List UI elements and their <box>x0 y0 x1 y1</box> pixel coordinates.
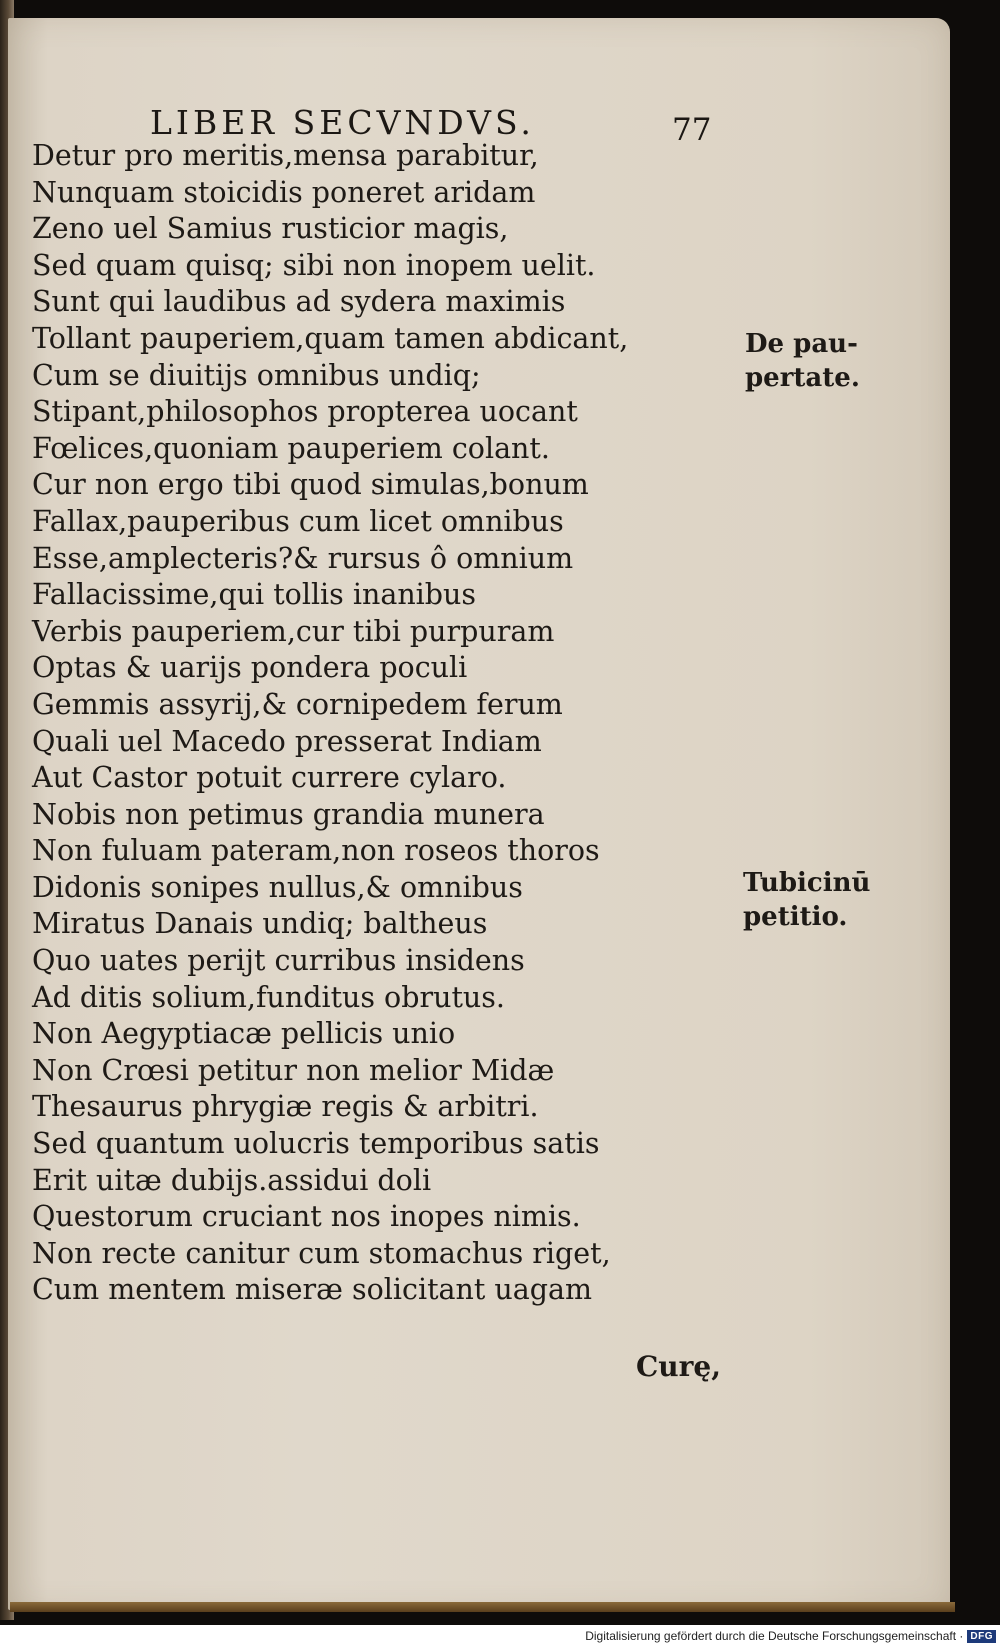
margin-note-line: pertate. <box>745 363 860 393</box>
verse-line: Sed quantum uolucris temporibus satis <box>32 1127 600 1161</box>
verse-line: Ad ditis solium,funditus obrutus. <box>32 980 505 1014</box>
catchword: Curę, <box>636 1350 721 1383</box>
verse-line: Fallacissime,qui tollis inanibus <box>32 578 477 612</box>
verse-line: Gemmis assyrij,& cornipedem ferum <box>32 687 563 721</box>
verse-line: Cum se diuitijs omnibus undiq; <box>32 358 481 392</box>
verse-line: Quo uates perijt curribus insidens <box>32 944 525 978</box>
verse-line: Cur non ergo tibi quod simulas,bonum <box>32 468 589 502</box>
verse-line: Thesaurus phrygiæ regis & arbitri. <box>32 1090 539 1124</box>
page-number: 77 <box>672 112 712 148</box>
verse-line: Detur pro meritis,mensa parabitur, <box>32 139 539 172</box>
verse-line: Non Crœsi petitur non melior Midæ <box>32 1053 555 1087</box>
verse-line: Sed quam quisq; sibi non inopem uelit. <box>32 248 596 282</box>
verse-line: Stipant,philosophos propterea uocant <box>32 395 578 429</box>
verse-line: Nobis non petimus grandia munera <box>32 797 545 831</box>
verse-line: Quali uel Macedo presserat Indiam <box>32 724 542 758</box>
verse-line: Non recte canitur cum stomachus riget, <box>32 1236 611 1270</box>
verse-line: Verbis pauperiem,cur tibi purpuram <box>32 614 555 648</box>
verse-line: Sunt qui laudibus ad sydera maximis <box>32 285 566 319</box>
margin-note-tubicinum-petitio <box>743 866 870 934</box>
verse-line: Fallax,pauperibus cum licet omnibus <box>32 504 564 538</box>
page-bottom-edge <box>10 1602 955 1612</box>
margin-note-line: De pau- <box>745 329 858 359</box>
verse-line: Optas & uarijs pondera poculi <box>32 651 468 685</box>
verse-line: Zeno uel Samius rusticior magis, <box>32 212 509 246</box>
verse-line: Erit uitæ dubijs.assidui doli <box>32 1163 432 1197</box>
verse-text-block <box>32 138 672 1309</box>
verse-line: Tollant pauperiem,quam tamen abdicant, <box>32 321 629 355</box>
verse-line: Non fuluam pateram,non roseos thoros <box>32 834 600 868</box>
verse-line: Fœlices,quoniam pauperiem colant. <box>32 431 550 465</box>
margin-note-de-paupertate <box>745 327 860 395</box>
verse-line: Non Aegyptiacæ pellicis unio <box>32 1017 456 1051</box>
dfg-logo: DFG <box>967 1630 996 1643</box>
verse-line: Didonis sonipes nullus,& omnibus <box>32 870 523 904</box>
margin-note-line: Tubicinū <box>743 868 871 898</box>
verse-line: Aut Castor potuit currere cylaro. <box>32 761 507 795</box>
verse-line: Questorum cruciant nos inopes nimis. <box>32 1200 581 1234</box>
verse-line: Cum mentem miseræ solicitant uagam <box>32 1273 593 1307</box>
footer-credit-text: Digitalisierung gefördert durch die Deutsche Forschungsgemeinschaft · <box>585 1629 964 1643</box>
verse-line: Nunquam stoicidis poneret aridam <box>32 175 536 209</box>
running-head: LIBER SECVNDVS. <box>150 103 535 142</box>
margin-note-line: petitio. <box>743 902 848 932</box>
digitization-footer <box>0 1625 1000 1647</box>
verse-line: Esse,amplecteris?& rursus ô omnium <box>32 541 574 575</box>
verse-line: Miratus Danais undiq; baltheus <box>32 907 488 941</box>
